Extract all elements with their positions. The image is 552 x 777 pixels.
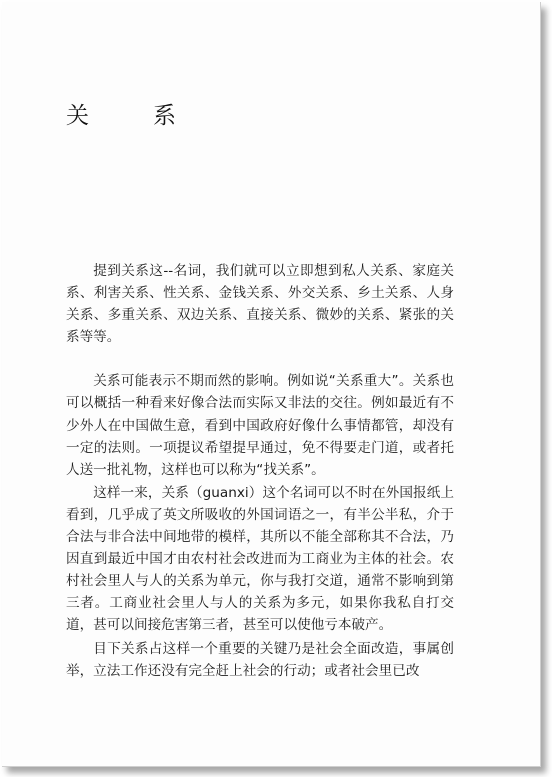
paragraph-3: 这样一来，关系（guanxi）这个名词可以不时在外国报纸上看到，几乎成了英文所吸收的外国词语之一，有半公半私，介于合法与非合法中间地带的模样，其所以不能全部称其不合法，乃因直到最近中国才由农村社会改进而为工商业为主体的社会。农村社会里人与人的关系为单元，你与我打交道，通常不影响到第三者。工商业社会里人与人的关系为多元，如果你我私自打交道，甚可以间接危害第三者，甚至可以使他亏本破产。 xyxy=(66,484,454,634)
paragraph-2: 关系可能表示不期而然的影响。例如说“关系重大”。关系也可以概括一种看来好像合法而实际又非法的交往。例如最近有不少外人在中国做生意，看到中国政府好像什么事情都管，却没有一定的法则。一项提议希望提早通过，免不得要走门道，或者托人送一批礼物，这样也可以称为“找关系”。 xyxy=(66,373,454,478)
chapter-title-char-1: 关 xyxy=(66,103,89,129)
paragraph-4: 目下关系占这样一个重要的关键乃是社会全面改造，事属创举，立法工作还没有完全赶上社会的行动；或者社会里已改 xyxy=(66,640,454,679)
paragraph-1: 提到关系这--名词，我们就可以立即想到私人关系、家庭关系、利害关系、性关系、金钱关系、外交关系、乡土关系、人身关系、多重关系、双边关系、直接关系、微妙的关系、紧张的关系等等。 xyxy=(66,263,454,346)
book-page xyxy=(2,2,541,767)
body-text xyxy=(66,260,454,682)
chapter-title-char-2: 系 xyxy=(153,103,176,129)
chapter-title xyxy=(66,102,176,130)
